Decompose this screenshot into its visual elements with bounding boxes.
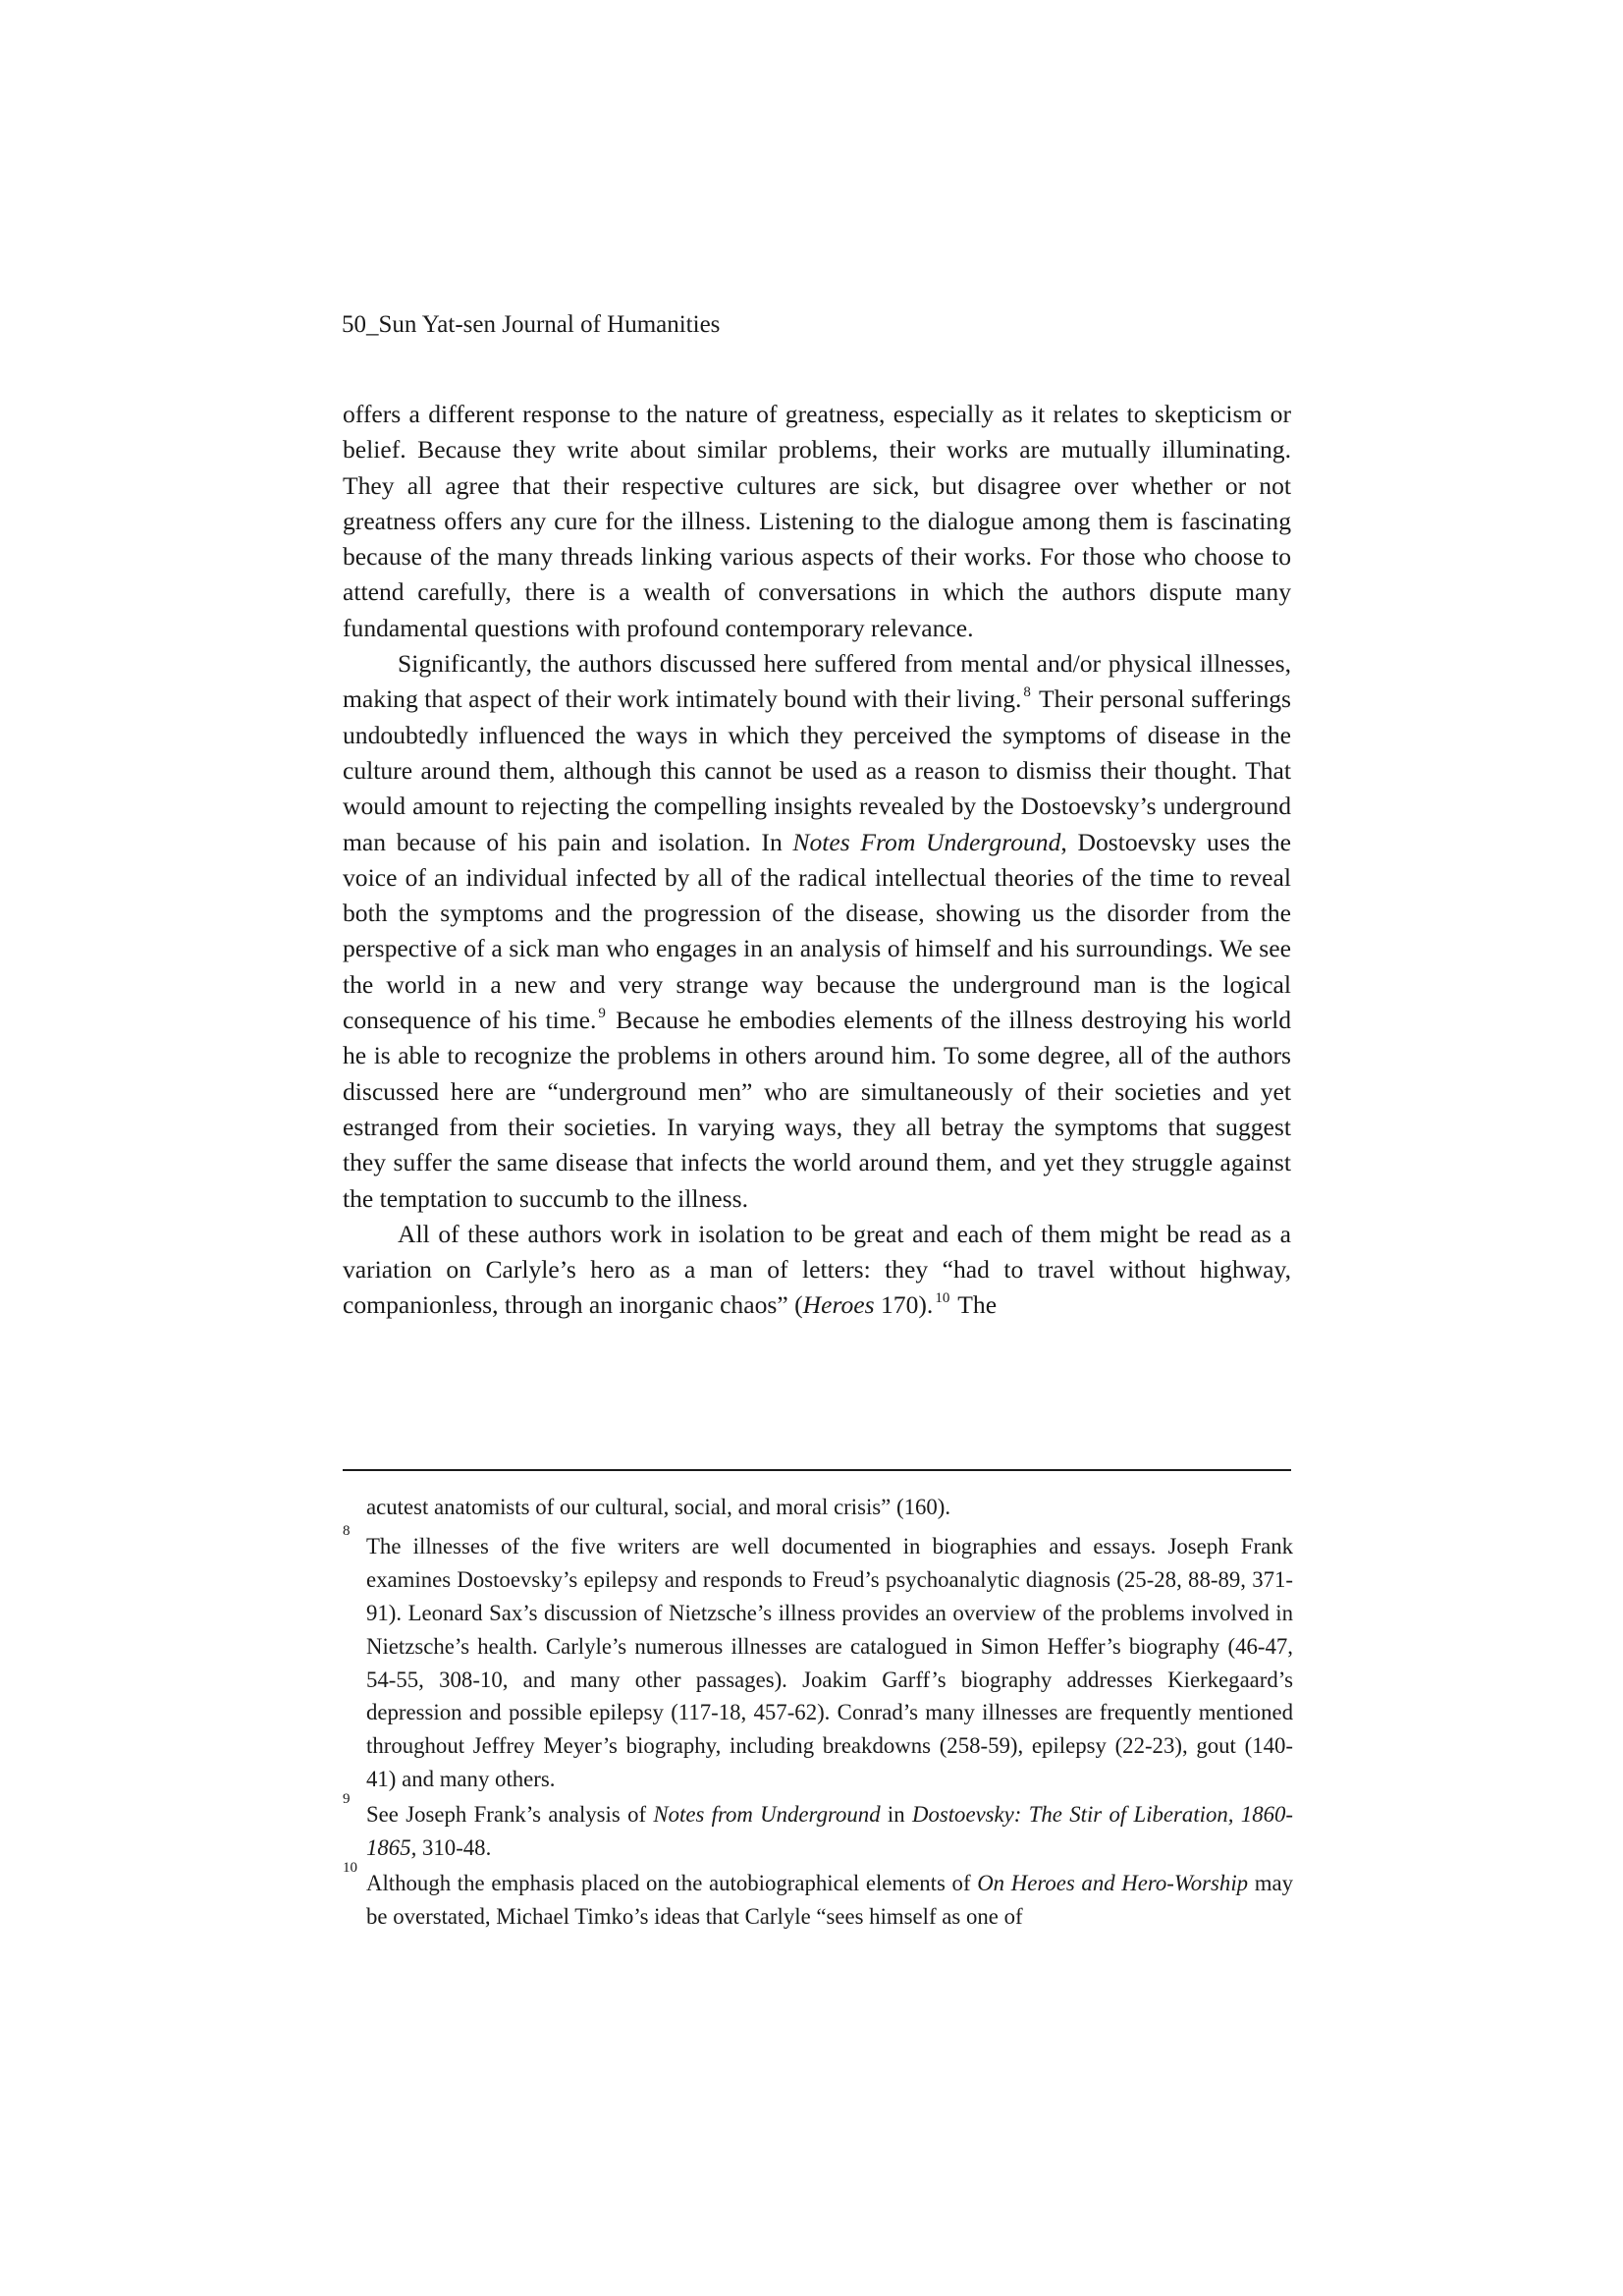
title-notes-from-underground: Notes From Underground bbox=[792, 827, 1061, 856]
paragraph-2-part-b: Their personal sufferings undoubtedly influenced the ways in which they perceived the symptoms of disease in the culture around them, although this cannot be used as a reason to dismiss their thought. That would amount to rejecting the compelling insights revealed by the Dostoevsky’s underground man because of his pain and isolation. In bbox=[343, 684, 1291, 856]
footnote-9-part-b: in bbox=[880, 1802, 912, 1828]
paragraph-2-part-d: Because he embodies elements of the illness destroying his world he is able to recognize the problems in others around him. To some degree, all of the authors discussed here are “underground men” who are simultaneously of their societies and yet estranged from their societies. In varying ways, they all betray the symptoms that suggest they suffer the same disease that infects the world around them, and yet they struggle against the temptation to succumb to the illness. bbox=[343, 1006, 1291, 1213]
footnote-8 bbox=[343, 1522, 1293, 1796]
footnote-9-part-a: See Joseph Frank’s analysis of bbox=[366, 1802, 654, 1828]
footnote-divider bbox=[343, 1469, 1291, 1471]
footnotes bbox=[343, 1491, 1293, 1936]
footnote-10-part-b: may be overstated, Michael Timko’s ideas that Carlyle “sees himself as one of bbox=[366, 1870, 1293, 1929]
footnote-10-title-heroes: On Heroes and Hero-Worship bbox=[977, 1870, 1249, 1895]
paragraph-2 bbox=[343, 646, 1291, 1217]
paragraph-1: offers a different response to the nature of greatness, especially as it relates to skepticism or belief. Because they write about similar problems, their works are mutually illuminating. They all agree that their respective cultures are sick, but disagree over whether or not greatness offers any cure for the illness. Listening to the dialogue among them is fascinating because of the many threads linking various aspects of their works. For those who choose to attend carefully, there is a wealth of conversations in which the authors dispute many fundamental questions with profound contemporary relevance. bbox=[343, 400, 1291, 642]
footnote-9 bbox=[343, 1791, 1293, 1865]
footnote-10 bbox=[343, 1859, 1293, 1934]
footnote-ref-8: 8 bbox=[1023, 684, 1031, 701]
title-heroes: Heroes bbox=[802, 1290, 875, 1320]
paragraph-3-part-c: The bbox=[951, 1290, 998, 1320]
footnote-8-mark: 8 bbox=[343, 1522, 351, 1539]
footnote-continued-text: acutest anatomists of our cultural, social, and moral crisis” (160). bbox=[366, 1495, 951, 1519]
footnote-8-text: The illnesses of the five writers are well documented in biographies and essays. Joseph Frank examines Dostoevsky’s epilepsy and responds to Freud’s psychoanalytic diagnosis (25-28, 88-89, 371-91). Leonard Sax’s discussion of Nietzsche’s illness provides an overview of the problems involved in Nietzsche’s health. Carlyle’s numerous illnesses are catalogued in Simon Heffer’s biography (46-47, 54-55, 308-10, and many other passages). Joakim Garff’s biography addresses Kierkegaard’s depression and possible epilepsy (117-18, 457-62). Conrad’s many illnesses are frequently mentioned throughout Jeffrey Meyer’s biography, including breakdowns (258-59), epilepsy (22-23), gout (140-41) and many others. bbox=[366, 1533, 1293, 1792]
paragraph-3-part-a: All of these authors work in isolation to be great and each of them might be read as a variation on Carlyle’s hero as a man of letters: they “had to travel without highway, companionless, through an inorganic chaos” ( bbox=[343, 1219, 1291, 1320]
main-text bbox=[343, 397, 1291, 1324]
footnote-continued bbox=[343, 1491, 1293, 1524]
footnote-9-part-c: 310-48. bbox=[416, 1835, 492, 1861]
footnote-10-mark: 10 bbox=[343, 1859, 357, 1876]
footnote-ref-10: 10 bbox=[935, 1290, 950, 1307]
footnote-ref-9: 9 bbox=[598, 1006, 606, 1022]
paragraph-3 bbox=[343, 1217, 1291, 1324]
paragraph-3-part-b: 170). bbox=[874, 1290, 934, 1320]
running-head: 50_Sun Yat-sen Journal of Humanities bbox=[342, 311, 721, 338]
paragraph-2-part-c: , Dostoevsky uses the voice of an individual infected by all of the radical intellectual theories of the time to reveal both the symptoms and the progression of the disease, showing us the disorder from the perspective of a sick man who engages in an analysis of himself and his surroundings. We see the world in a new and very strange way because the underground man is the logical consequence of his time. bbox=[343, 827, 1291, 1035]
paragraph-2-part-a: Significantly, the authors discussed here suffered from mental and/or physical illnesses, making that aspect of their work intimately bound with their living. bbox=[343, 649, 1291, 714]
footnote-9-mark: 9 bbox=[343, 1791, 351, 1808]
footnote-10-part-a: Although the emphasis placed on the autobiographical elements of bbox=[366, 1870, 978, 1895]
footnote-9-title-dostoevsky: Dostoevsky: The Stir of Liberation, 1860-1865, bbox=[366, 1802, 1293, 1861]
footnote-9-title-notes: Notes from Underground bbox=[653, 1802, 881, 1828]
